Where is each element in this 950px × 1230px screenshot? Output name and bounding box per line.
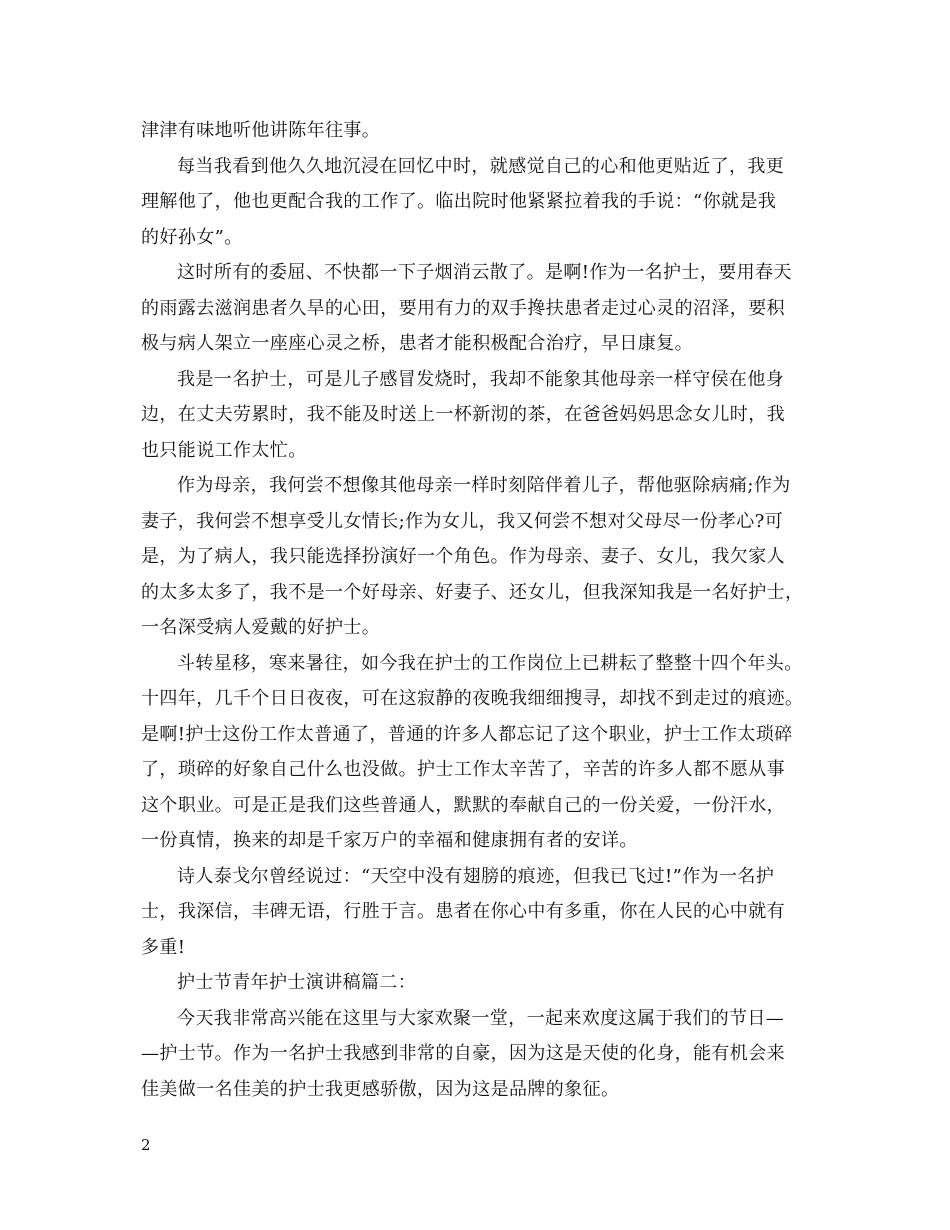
text-line: 的雨露去滋润患者久旱的心田，要用有力的双手搀扶患者走过心灵的沼泽，要积 <box>141 297 785 319</box>
text-line: 理解他了，他也更配合我的工作了。临出院时他紧紧拉着我的手说：“你就是我 <box>141 191 777 212</box>
text-line: 佳美做一名佳美的护士我更感骄傲，因为这是品牌的象征。 <box>141 1078 620 1100</box>
text-line: 诗人泰戈尔曾经说过：“天空中没有翅膀的痕迹，但我已飞过!”作为一名护 <box>177 865 775 887</box>
text-line: 作为母亲，我何尝不想像其他母亲一样时刻陪伴着儿子，帮他驱除病痛;作为 <box>177 475 791 496</box>
text-line: 斗转星移，寒来暑往，如今我在护士的工作岗位上已耕耘了整整十四个年头。 <box>177 652 803 674</box>
text-line: 是，为了病人，我只能选择扮演好一个角色。作为母亲、妻子、女儿，我欠家人 <box>141 546 785 567</box>
text-line: 是啊!护士这份工作太普通了，普通的许多人都忘记了这个职业，护士工作太琐碎 <box>141 723 793 745</box>
text-line: 我是一名护士，可是儿子感冒发烧时，我却不能象其他母亲一样守侯在他身 <box>177 368 785 390</box>
text-line: 士，我深信，丰碑无语，行胜于言。患者在你心中有多重，你在人民的心中就有 <box>141 901 785 922</box>
text-line: 极与病人架立一座座心灵之桥，患者才能积极配合治疗，早日康复。 <box>141 333 693 354</box>
text-line: 这时所有的委屈、不快都一下子烟消云散了。是啊!作为一名护士，要用春天 <box>177 262 792 283</box>
text-line: 多重! <box>141 936 186 958</box>
text-line: 今天我非常高兴能在这里与大家欢聚一堂，一起来欢度这属于我们的节日— <box>177 1007 785 1029</box>
text-line: —护士节。作为一名护士我感到非常的自豪，因为这是天使的化身，能有机会来 <box>141 1043 785 1064</box>
text-line: 护士节青年护士演讲稿篇二： <box>177 972 417 993</box>
text-line: 十四年，几千个日日夜夜，可在这寂静的夜晚我细细搜寻，却找不到走过的痕迹。 <box>141 688 804 709</box>
body-text <box>141 113 813 1107</box>
text-line: 妻子，我何尝不想享受儿女情长;作为女儿，我又何尝不想对父母尽一份孝心?可 <box>141 510 784 532</box>
text-line: 也只能说工作太忙。 <box>141 439 307 461</box>
text-line: 每当我看到他久久地沉浸在回忆中时，就感觉自己的心和他更贴近了，我更 <box>177 155 785 177</box>
text-line: 津津有味地听他讲陈年往事。 <box>141 120 381 141</box>
text-line: 了，琐碎的好象自己什么也没做。护士工作太辛苦了，辛苦的许多人都不愿从事 <box>141 759 785 780</box>
text-line: 的好孙女”。 <box>141 226 243 248</box>
page-number: 2 <box>141 1136 151 1154</box>
text-line: 一份真情，换来的却是千家万户的幸福和健康拥有者的安详。 <box>141 830 638 851</box>
text-line: 的太多太多了，我不是一个好母亲、好妻子、还女儿，但我深知我是一名好护士， <box>141 581 804 603</box>
text-line: 边，在丈夫劳累时，我不能及时送上一杯新沏的茶，在爸爸妈妈思念女儿时，我 <box>141 404 785 425</box>
text-line: 一名深受病人爱戴的好护士。 <box>141 617 381 638</box>
text-line: 这个职业。可是正是我们这些普通人，默默的奉献自己的一份关爱，一份汗水， <box>141 794 785 816</box>
